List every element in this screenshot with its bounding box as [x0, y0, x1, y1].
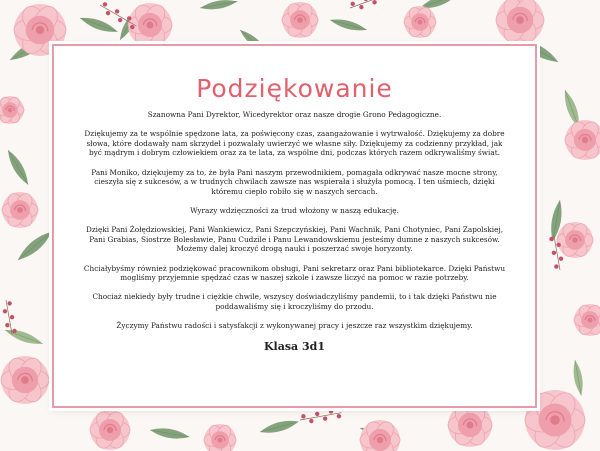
leaf-icon	[259, 417, 300, 436]
leaf-icon	[3, 326, 44, 348]
greeting-paragraph: Szanowna Pani Dyrektor, Wicedyrektor oraz nasze drogie Grono Pedagogiczne.	[147, 110, 442, 119]
body-paragraph: Chociaż niekiedy były trudne i ciężkie chwile, wszyscy doświadczyliśmy pandemii, to i tak dzięki Państwu nie poddawaliśmy się i kroczyliśmy do przodu.	[92, 292, 497, 311]
berry-icon	[348, 0, 384, 13]
rose-icon	[204, 423, 236, 451]
card-title: Podziękowanie	[196, 74, 393, 103]
rose-icon	[404, 5, 436, 39]
leaf-icon	[571, 359, 585, 396]
leaf-icon	[78, 14, 119, 36]
body-paragraph: Wyrazy wdzięczności za trud włożony w naszą edukację.	[190, 205, 399, 215]
body-paragraph: Pani Moniko, dziękujemy za to, że była Pani naszym przewodnikiem, pomagała odkrywać nasze mocne strony, cieszyła się z sukcesów, a w trudnych chwilach zawsze nas wspierała i służyła pomocą. I ten uśmiech, dzięki któremu ciepło robiło się w naszych sercach.	[91, 167, 498, 196]
rose-icon	[360, 419, 400, 451]
leaf-icon	[15, 228, 55, 264]
rose-icon	[448, 402, 492, 449]
rose-icon	[0, 95, 24, 125]
leaf-icon	[4, 148, 32, 187]
card-body	[80, 110, 509, 331]
rose-icon	[574, 303, 600, 337]
signature: Klasa 3d1	[263, 340, 325, 354]
rose-icon	[565, 119, 600, 162]
leaf-icon	[199, 0, 238, 12]
body-paragraph: Chciałybyśmy również podziękować pracownikom obsługi, Pani sekretarz oraz Pani bibliotekarce. Dzięki Państwu mogliśmy przyjemnie spędzać czas w naszej szkole i zawsze liczyć na pomoc w razie potrzeby.	[83, 263, 506, 283]
rose-icon	[90, 409, 130, 451]
body-paragraph: Dziękujemy za te wspólnie spędzone lata, za poświęcony czas, zaangażowanie i wytrwałość. Dziękujemy za dobre słowa, które dodawały nam skrzydeł i pozwalały uwierzyć we własne siły. Dziękujemy za codzienny przykład, jak być mądrym i dobrym człowiekiem oraz za te lata, za wspólne dni, podczas których razem odkrywaliśmy świat.	[84, 129, 505, 158]
rose-icon	[557, 221, 593, 259]
berry-icon	[299, 408, 342, 426]
closing-paragraph: Życzymy Państwu radości i satysfakcji z wykonywanej pracy i jeszcze raz wszystkim dziękujemy.	[116, 321, 473, 331]
leaf-icon	[149, 426, 190, 442]
thank-you-card	[52, 44, 537, 408]
body-paragraph: Dzięki Pani Żołędziowskiej, Pani Wankiewicz, Pani Szepczyńskiej, Pani Wachnik, Pani Chotyniec, Pani Zapolskiej, Pani Grabias, Siostrze Bolesławie, Panu Cudzile i Panu Lewandowskiemu jesteśmy dumne z naszych sukcesów. Możemy dalej kroczyć drogą nauki i poszerzać swoje horyzonty.	[85, 225, 504, 254]
leaf-icon	[329, 16, 368, 34]
rose-icon	[282, 1, 318, 39]
rose-icon	[1, 354, 49, 405]
rose-icon	[496, 0, 544, 46]
rose-icon	[2, 191, 38, 229]
